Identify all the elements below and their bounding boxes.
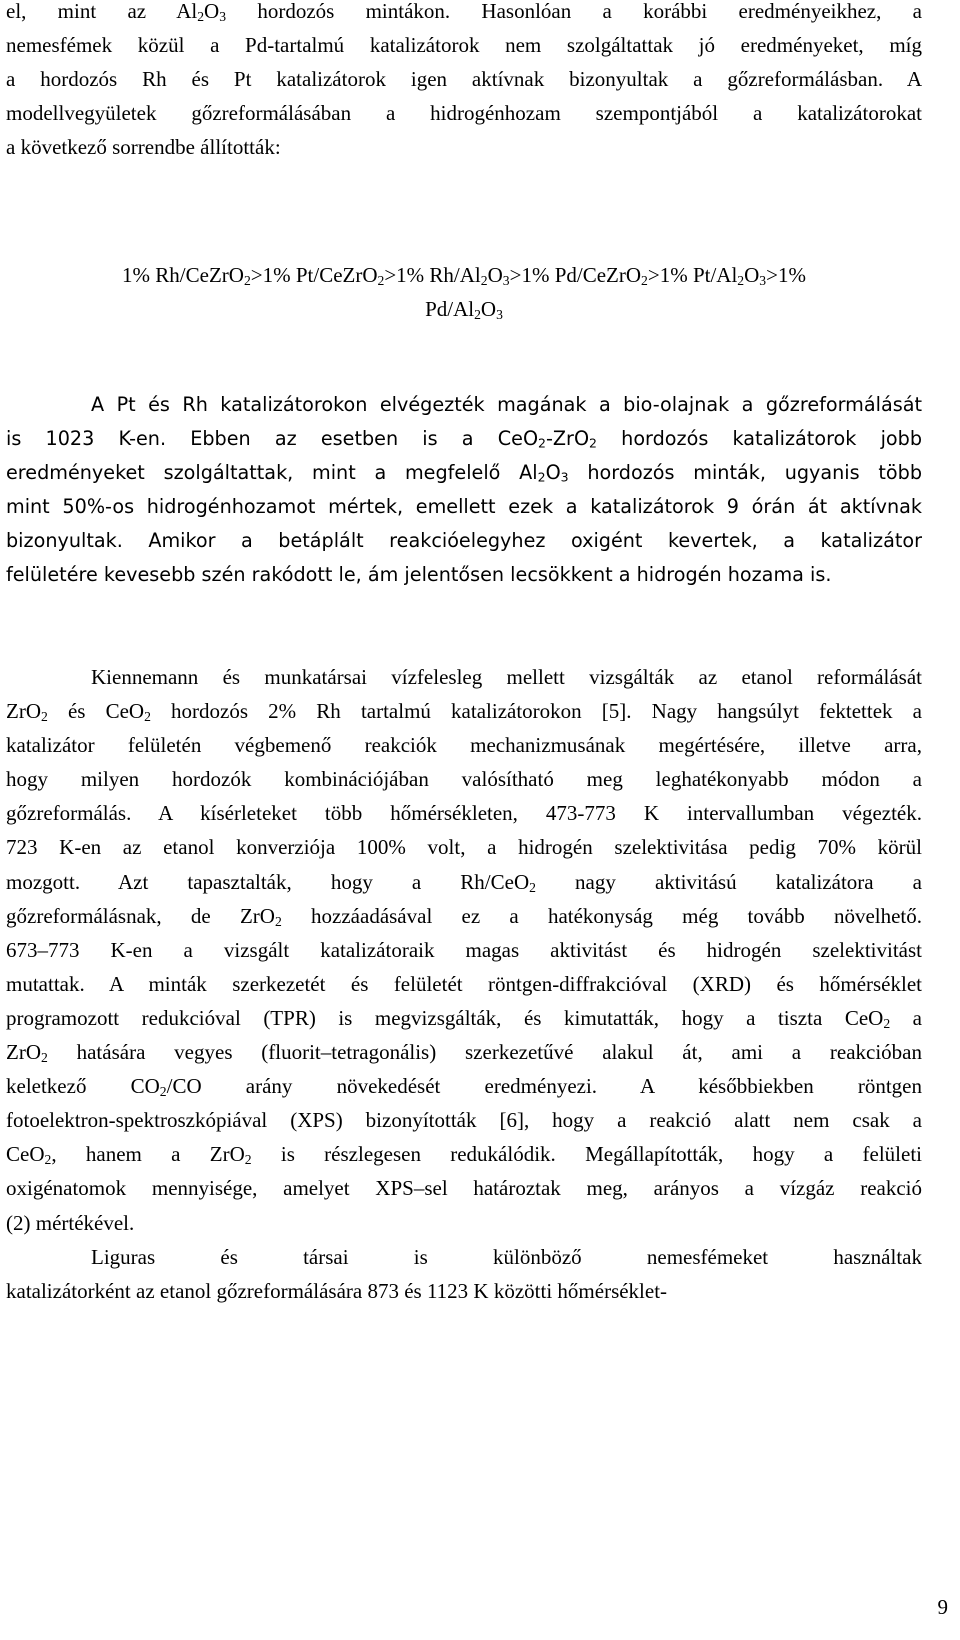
paragraph-bio-oil-line: felületére kevesebb szén rakódott le, ám jelentősen lecsökkent a hidrogén hozama is. <box>6 563 832 587</box>
paragraph-kiennemann-line: katalizátor felületén végbemenő reakciók mechanizmusának megértésére, illetve arra, <box>6 733 922 758</box>
paragraph-kiennemann-line: hogy milyen hordozók kombinációjában valósítható meg leghatékonyabb módon a <box>6 767 922 792</box>
paragraph-kiennemann-line: fotoelektron-spektroszkópiával (XPS) bizonyították [6], hogy a reakció alatt nem csak a <box>6 1108 922 1133</box>
paragraph-kiennemann-line: programozott redukcióval (TPR) is megvizsgálták, és kimutatták, hogy a tiszta CeO$_2$ a <box>6 1005 922 1031</box>
paragraph-top-line: a hordozós Rh és Pt katalizátorok igen aktívnak bizonyultak a gőzreformálásban. A <box>6 67 922 92</box>
paragraph-top-line: nemesfémek közül a Pd-tartalmú katalizátorok nem szolgáltattak jó eredményeket, míg <box>6 33 922 58</box>
paragraph-liguras-line: katalizátorként az etanol gőzreformálására 873 és 1123 K közötti hőmérséklet- <box>6 1279 668 1304</box>
paragraph-kiennemann-line: CeO$_2$, hanem a ZrO$_2$ is részlegesen redukálódik. Megállapították, hogy a felületi <box>6 1142 922 1168</box>
catalyst-ranking <box>6 258 922 326</box>
paragraph-bio-oil-line: mint 50%-os hidrogénhozamot mértek, emellett ezek a katalizátorok 9 órán át aktívnak <box>6 495 922 519</box>
paragraph-bio-oil-line: A Pt és Rh katalizátorokon elvégezték magának a bio-olajnak a gőzreformálását <box>91 393 922 416</box>
paragraph-kiennemann-line: mozgott. Azt tapasztalták, hogy a Rh/CeO$_2$ nagy aktivitású katalizátora a <box>6 869 922 895</box>
paragraph-kiennemann-line: 673‒773 K-en a vizsgált katalizátoraik magas aktivitást és hidrogén szelektivitást <box>6 937 922 962</box>
paragraph-top-line: a következő sorrendbe állították: <box>6 135 281 160</box>
paragraph-liguras-line: Liguras és társai is különböző nemesfémeket használtak <box>91 1245 922 1269</box>
paragraph-kiennemann-line: Kiennemann és munkatársai vízfelesleg mellett vizsgálták az etanol reformálását <box>91 665 922 689</box>
paragraph-bio-oil-line: is 1023 K-en. Ebben az esetben is a CeO$_2$-ZrO$_2$ hordozós katalizátorok jobb <box>6 427 922 451</box>
paragraph-kiennemann-line: 723 K-en az etanol konverziója 100% volt, a hidrogén szelektivitása pedig 70% körül <box>6 835 922 860</box>
paragraph-bio-oil-line: bizonyultak. Amikor a betáplált reakcióelegyhez oxigént kevertek, a katalizátor <box>6 529 922 553</box>
page-number: 9 <box>937 1595 948 1619</box>
paragraph-kiennemann-line: gőzreformálásnak, de ZrO$_2$ hozzáadásával ez a hatékonyság még tovább növelhető. <box>6 903 923 929</box>
paragraph-kiennemann-line: ZrO$_2$ és CeO$_2$ hordozós 2% Rh tartalmú katalizátorokon [5]. Nagy hangsúlyt fektettek a <box>6 699 922 725</box>
paragraph-top <box>6 0 922 164</box>
paragraph-kiennemann <box>6 660 922 1240</box>
paragraph-kiennemann-line: keletkező $CO_2/CO$ arány növekedését eredményezi. A későbbiekben röntgen <box>6 1074 923 1100</box>
paragraph-bio-oil-line: eredményeket szolgáltattak, mint a megfelelő $Al_2O_3$ hordozós minták, ugyanis több <box>6 461 923 485</box>
paragraph-liguras <box>6 1240 922 1308</box>
paragraph-kiennemann-line: mutattak. A minták szerkezetét és felületét röntgen-diffrakcióval (XRD) és hőmérséklet <box>6 971 922 996</box>
paragraph-kiennemann-line: oxigénatomok mennyisége, amelyet XPS‒sel határoztak meg, arányos a vízgáz reakció <box>6 1176 922 1201</box>
catalyst-ranking-line: $Pd/Al_2O_3$ <box>425 297 503 322</box>
paragraph-bio-oil <box>6 388 922 593</box>
paragraph-kiennemann-line: gőzreformálás. A kísérleteket több hőmérsékleten, 473-773 K intervallumban végezték. <box>6 801 922 826</box>
paragraph-kiennemann-line: ZrO$_2$ hatására vegyes (fluorit‒tetragonális) szerkezetűvé alakul át, ami a reakcióban <box>6 1040 922 1066</box>
paragraph-top-line: modellvegyületek gőzreformálásában a hidrogénhozam szempontjából a katalizátorokat <box>6 101 922 126</box>
paragraph-top-line: el, mint az $Al_2O_3$ hordozós mintákon. Hasonlóan a korábbi eredményeikhez, a <box>6 0 922 24</box>
paragraph-kiennemann-line: (2) mértékével. <box>6 1210 135 1235</box>
catalyst-ranking-line: 1% Rh/CeZrO$_2$>1% Pt/CeZrO$_2$>1% $Rh/Al_2O_3>1\%$ Pd/CeZrO$_2$>1% $Pt/Al_2O_3>1\%$ <box>122 263 806 288</box>
